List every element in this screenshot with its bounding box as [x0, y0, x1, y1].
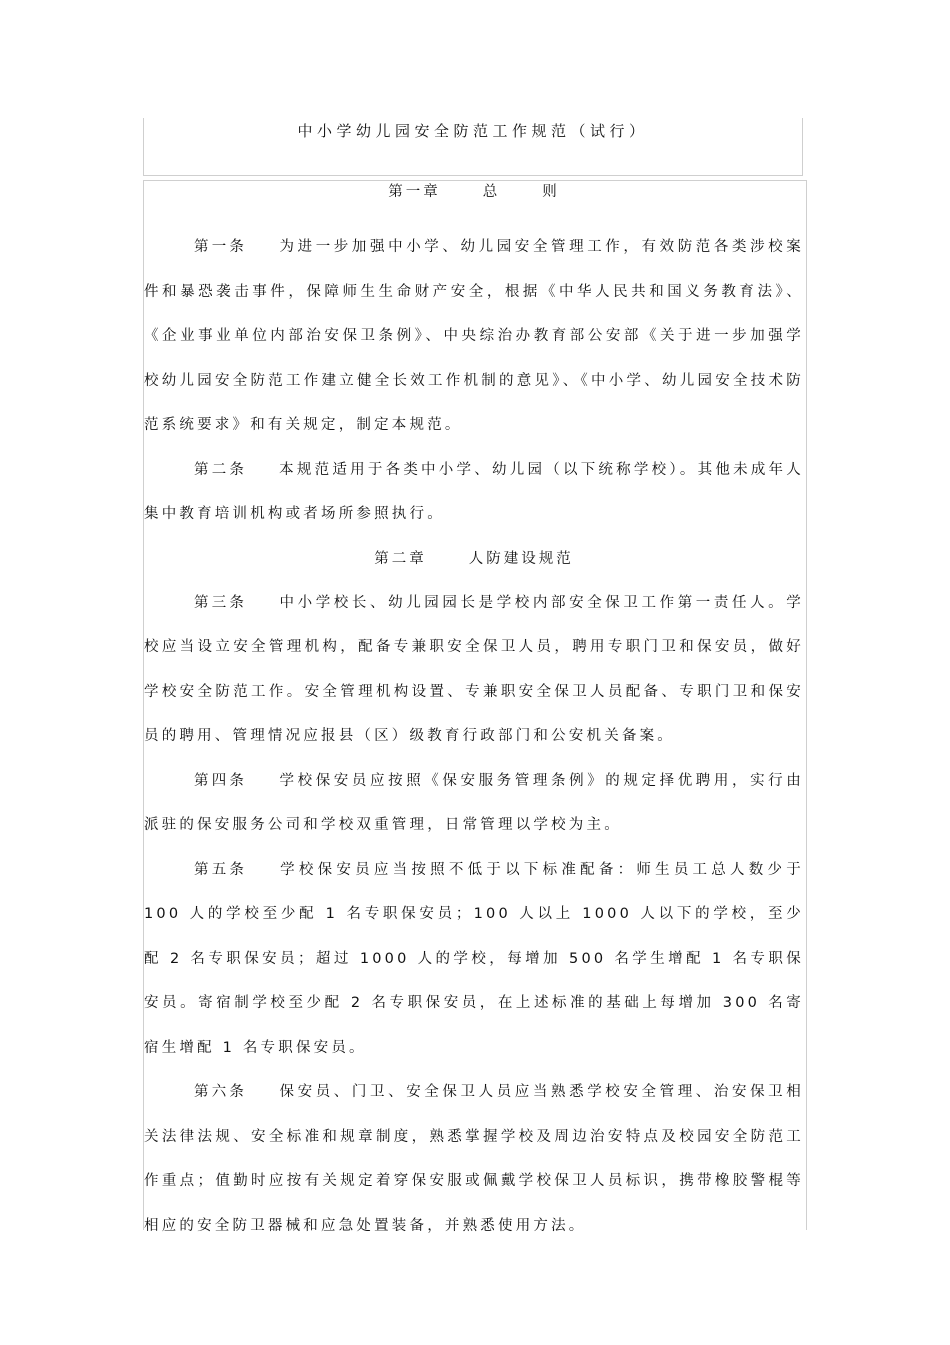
chapter-name: 人防建设规范 — [468, 550, 574, 567]
article-text: 为进一步加强中小学、幼儿园安全管理工作，有效防范各类涉校案件和暴恐袭击事件，保障师生生命财产安全，根据《中华人民共和国义务教育法》、《企业事业单位内部治安保卫条例》、中央综治办教育部公安部《关于进一步加强学校幼儿园安全防范工作建立健全长效工作机制的意见》、《中小学、幼儿园安全技术防范系统要求》和有关规定，制定本规范。 — [144, 239, 804, 433]
title-box — [143, 118, 803, 176]
document-title: 中小学幼儿园安全防范工作规范（试行） — [297, 122, 649, 140]
article-text: 保安员、门卫、安全保卫人员应当熟悉学校安全管理、治安保卫相关法律法规、安全标准和规章制度，熟悉掌握学校及周边治安特点及校园安全防范工作重点；值勤时应按有关规定着穿保安服或佩戴学校保卫人员标识，携带橡胶警棍等相应的安全防卫器械和应急处置装备，并熟悉使用方法。 — [144, 1084, 804, 1234]
article-paragraph — [144, 1070, 804, 1248]
article-text: 本规范适用于各类中小学、幼儿园（以下统称学校）。其他未成年人集中教育培训机构或者场所参照执行。 — [144, 461, 804, 522]
article-text: 学校保安员应当按照不低于以下标准配备：师生员工总人数少于 100 人的学校至少配 1 名专职保安员；100 人以上 1000 人以下的学校，至少配 2 名专职保安员；超过 1000 人的学校，每增加 500 名学生增配 1 名专职保安员。寄宿制学校至少配 2 名专职保安员，在上述标准的基础上每增加 300 名寄宿生增配 1 名专职保安员。 — [144, 861, 804, 1056]
chapter-number: 第一章 — [388, 184, 441, 200]
article-paragraph — [144, 581, 804, 759]
article-paragraph — [144, 759, 804, 848]
article-paragraph — [144, 448, 804, 537]
document-content — [144, 181, 804, 1248]
body-box — [143, 180, 807, 1234]
article-number: 第六条 — [194, 1084, 248, 1100]
article-number: 第四条 — [194, 772, 248, 789]
chapter-number: 第二章 — [374, 550, 427, 567]
chapter-name-part: 则 — [542, 184, 560, 200]
article-number: 第一条 — [194, 239, 248, 255]
chapter-heading — [144, 181, 804, 225]
article-paragraph — [144, 848, 804, 1071]
article-number: 第五条 — [194, 861, 248, 878]
article-text: 中小学校长、幼儿园园长是学校内部安全保卫工作第一责任人。学校应当设立安全管理机构，配备专兼职安全保卫人员，聘用专职门卫和保安员，做好学校安全防范工作。安全管理机构设置、专兼职安全保卫人员配备、专职门卫和保安员的聘用、管理情况应报县（区）级教育行政部门和公安机关备案。 — [144, 594, 804, 744]
article-paragraph — [144, 225, 804, 448]
chapter-heading — [144, 537, 804, 581]
article-number: 第三条 — [194, 594, 248, 611]
chapter-name: 总 — [482, 184, 501, 200]
article-text: 学校保安员应按照《保安服务管理条例》的规定择优聘用，实行由派驻的保安服务公司和学校双重管理，日常管理以学校为主。 — [144, 772, 804, 833]
article-number: 第二条 — [194, 461, 248, 478]
